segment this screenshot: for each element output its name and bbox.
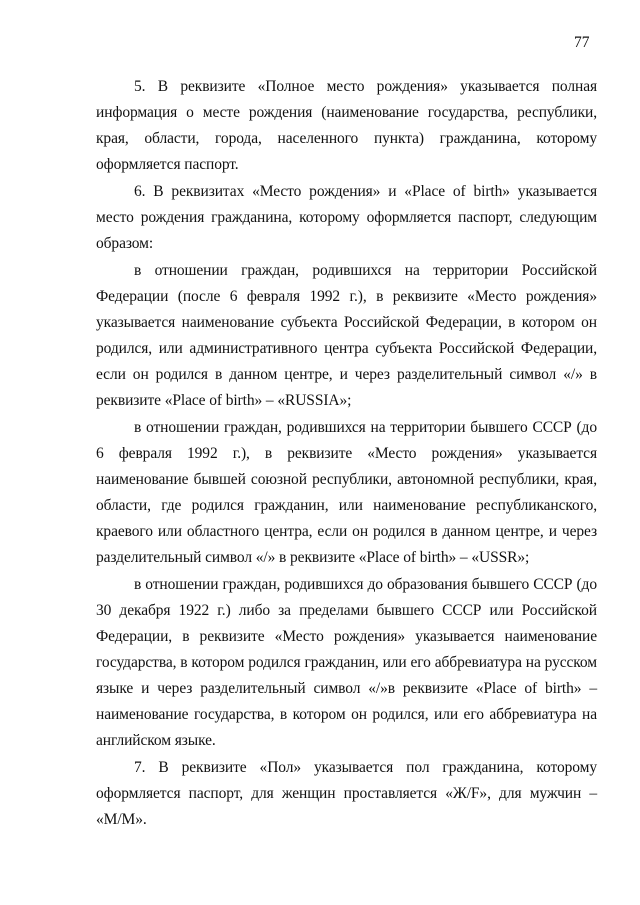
paragraph-item-6-place-of-birth: 6. В реквизитах «Место рождения» и «Place of birth» указывается место рождения гражданина, которому оформляется паспорт, следующим образом:: [96, 183, 597, 252]
paragraph-born-in-russian-federation: в отношении граждан, родившихся на территории Российской Федерации (после 6 февраля 1992 г.), в реквизите «Место рождения» указывается наименование субъекта Российской Федерации, в котором он родился, или административного центра субъекта Российской Федерации, если он родился в данном центре, и через разделительный символ «/» в реквизите «Place of birth» – «RUSSIA»;: [96, 262, 597, 409]
paragraph-item-5-full-place-of-birth: 5. В реквизите «Полное место рождения» указывается полная информация о месте рождения (наименование государства, республики, края, области, города, населенного пункта) гражданина, которому оформляется паспорт.: [96, 78, 597, 173]
paragraph-item-7-sex: 7. В реквизите «Пол» указывается пол гражданина, которому оформляется паспорт, для женщин проставляется «Ж/F», для мужчин – «М/M».: [96, 759, 597, 828]
paragraph-born-in-former-ussr: в отношении граждан, родившихся на территории бывшего СССР (до 6 февраля 1992 г.), в реквизите «Место рождения» указывается наименование бывшей союзной республики, автономной республики, края, области, где родился гражданин, или наименование республиканского, краевого или областного центра, если он родился в данном центре, и через разделительный символ «/» в реквизите «Place of birth» – «USSR»;: [96, 419, 597, 566]
document-body: [96, 74, 597, 833]
page-number: 77: [574, 34, 590, 51]
paragraph-born-before-ussr-or-abroad: в отношении граждан, родившихся до образования бывшего СССР (до 30 декабря 1922 г.) либо за пределами бывшего СССР или Российской Федерации, в реквизите «Место рождения» указывается наименование государства, в котором родился гражданин, или его аббревиатура на русском языке и через разделительный символ «/»в реквизите «Place of birth» – наименование государства, в котором он родился, или его аббревиатура на английском языке.: [96, 576, 597, 749]
